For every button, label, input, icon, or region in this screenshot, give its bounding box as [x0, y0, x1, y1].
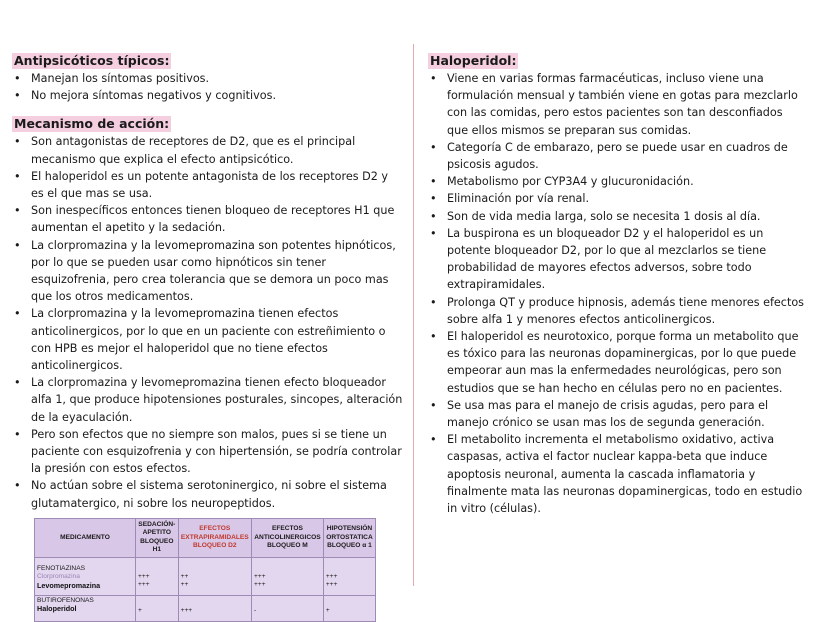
- list-item: • Pero son efectos que no siempre son malos, pues si se tiene un paciente con esquizofrenia y con hipertensión, se podría controlar la presión con estos efectos.: [12, 426, 404, 478]
- cell-value: +++: [180, 606, 193, 614]
- table-header-row: [35, 518, 376, 557]
- cell-value: +++: [325, 581, 338, 589]
- cell-value: +++: [325, 572, 338, 580]
- left-column: [12, 50, 404, 622]
- list-item: • La clorpromazina y la levomepromazina son potentes hipnóticos, por lo que se pueden usar como hipnóticos sin tener esquizofrenia, pero crea tolerancia que se demora un poco mas que los otros medicamentos.: [12, 237, 404, 306]
- list-item: • Viene en varias formas farmacéuticas, incluso viene una formulación mensual y también viene en gotas para mezclarlo con las comidas, pero estos pacientes son tan desconfiados que ellos mismos se preparan sus comidas.: [428, 70, 806, 139]
- list-item: • Categoría C de embarazo, pero se puede usar en cuadros de psicosis agudos.: [428, 139, 806, 173]
- drug-group: BUTIROFENONAS: [37, 596, 94, 604]
- header-efectos-extrapiramidales: EFECTOS EXTRAPIRAMIDALES BLOQUEO D2: [178, 518, 251, 557]
- section-heading-haloperidol: Haloperidol:: [430, 53, 517, 68]
- right-column: [428, 50, 806, 517]
- drug-comparison-table: [34, 518, 376, 622]
- list-item: • La clorpromazina y la levomepromazina tienen efectos anticolinergicos, por lo que en un paciente con estreñimiento o con HPB es mejor el haloperidol que no tiene efectos anticolinergicos.: [12, 305, 404, 374]
- list-item: • No mejora síntomas negativos y cognitivos.: [12, 87, 404, 104]
- cell-value: ++: [180, 581, 189, 589]
- list-item: • El metabolito incrementa el metabolismo oxidativo, activa caspasas, activa el factor nuclear kappa-beta que induce apoptosis neuronal, aumenta la cascada inflamatoria y finalmente mata las neuronas dopaminergicas, todo en estudio in vitro (células).: [428, 431, 806, 517]
- list-item: • Son inespecíficos entonces tienen bloqueo de receptores H1 que aumentan el apetito y la sedación.: [12, 202, 404, 236]
- drug-name: Levomepromazina: [37, 580, 101, 590]
- list-item: • La buspirona es un bloqueador D2 y el haloperidol es un potente bloqueador D2, por lo que al mezclarlos se tiene probabilidad de mayores efectos adversos, sobre todo extrapiramidales.: [428, 225, 806, 294]
- header-medicamento: MEDICAMENTO: [35, 518, 136, 557]
- column-divider: [413, 44, 414, 586]
- table-cell: [323, 595, 375, 621]
- table-cell: [178, 595, 251, 621]
- list-item: • El haloperidol es un potente antagonista de los receptores D2 y es el que mas se usa.: [12, 168, 404, 202]
- table-cell: [178, 557, 251, 595]
- cell-value: +++: [138, 581, 150, 589]
- drug-cell-fenotiazinas: [35, 557, 136, 595]
- cell-value: +++: [254, 572, 266, 580]
- cell-value: -: [254, 606, 257, 614]
- list-item: • Manejan los síntomas positivos.: [12, 70, 404, 87]
- table-cell: [323, 557, 375, 595]
- section-heading-mechanism: Mecanismo de acción:: [14, 116, 170, 132]
- drug-cell-butirofenonas: [35, 595, 136, 621]
- section-heading-typical-antipsychotics: Antipsicóticos típicos:: [14, 53, 170, 68]
- cell-value: +: [325, 606, 330, 614]
- list-item: • Metabolismo por CYP3A4 y glucuronidación.: [428, 173, 806, 190]
- drug-name: Haloperidol: [37, 604, 77, 614]
- header-hipotension: HIPOTENSIÓN ORTOSTATICA BLOQUEO α 1: [323, 518, 375, 557]
- cell-value: +++: [254, 581, 266, 589]
- mechanism-list: [12, 133, 404, 511]
- list-item: • Son antagonistas de receptores de D2, que es el principal mecanismo que explica el efecto antipsicótico.: [12, 133, 404, 167]
- header-anticolinergicos: EFECTOS ANTICOLINERGICOS BLOQUEO M: [252, 518, 324, 557]
- cell-value: ++: [180, 572, 189, 580]
- header-sedacion: SEDACIÓN-APETITO BLOQUEO H1: [136, 518, 179, 557]
- list-item: • Son de vida media larga, solo se necesita 1 dosis al día.: [428, 208, 806, 225]
- haloperidol-list: [428, 70, 806, 517]
- table-row: [35, 595, 376, 621]
- list-item: • Eliminación por vía renal.: [428, 190, 806, 207]
- list-item: • La clorpromazina y levomepromazina tienen efecto bloqueador alfa 1, que produce hipotensiones posturales, sincopes, alteración de la eyaculación.: [12, 374, 404, 426]
- cell-value: +++: [138, 572, 150, 580]
- table-row: [35, 557, 376, 595]
- drug-name: Clorpromazina: [37, 573, 80, 581]
- list-item: • No actúan sobre el sistema serotoninergico, ni sobre el sistema glutamatergico, ni sobre los neuropeptidos.: [12, 477, 404, 511]
- table-cell: [136, 595, 179, 621]
- list-item: • Se usa mas para el manejo de crisis agudas, pero para el manejo crónico se usan mas los de segunda generación.: [428, 397, 806, 431]
- drug-group: FENOTIAZINAS: [37, 564, 85, 572]
- table-cell: [136, 557, 179, 595]
- typical-antipsychotics-list: [12, 70, 404, 104]
- table-cell: [252, 595, 324, 621]
- table-cell: [252, 557, 324, 595]
- list-item: • El haloperidol es neurotoxico, porque forma un metabolito que es tóxico para las neuronas dopaminergicas, por lo que puede empeorar aun mas la enfermedades neurológicas, pero son estudios que se han hecho en células pero no en pacientes.: [428, 328, 806, 397]
- cell-value: +: [138, 606, 142, 614]
- list-item: • Prolonga QT y produce hipnosis, además tiene menores efectos sobre alfa 1 y menores efectos anticolinergicos.: [428, 294, 806, 328]
